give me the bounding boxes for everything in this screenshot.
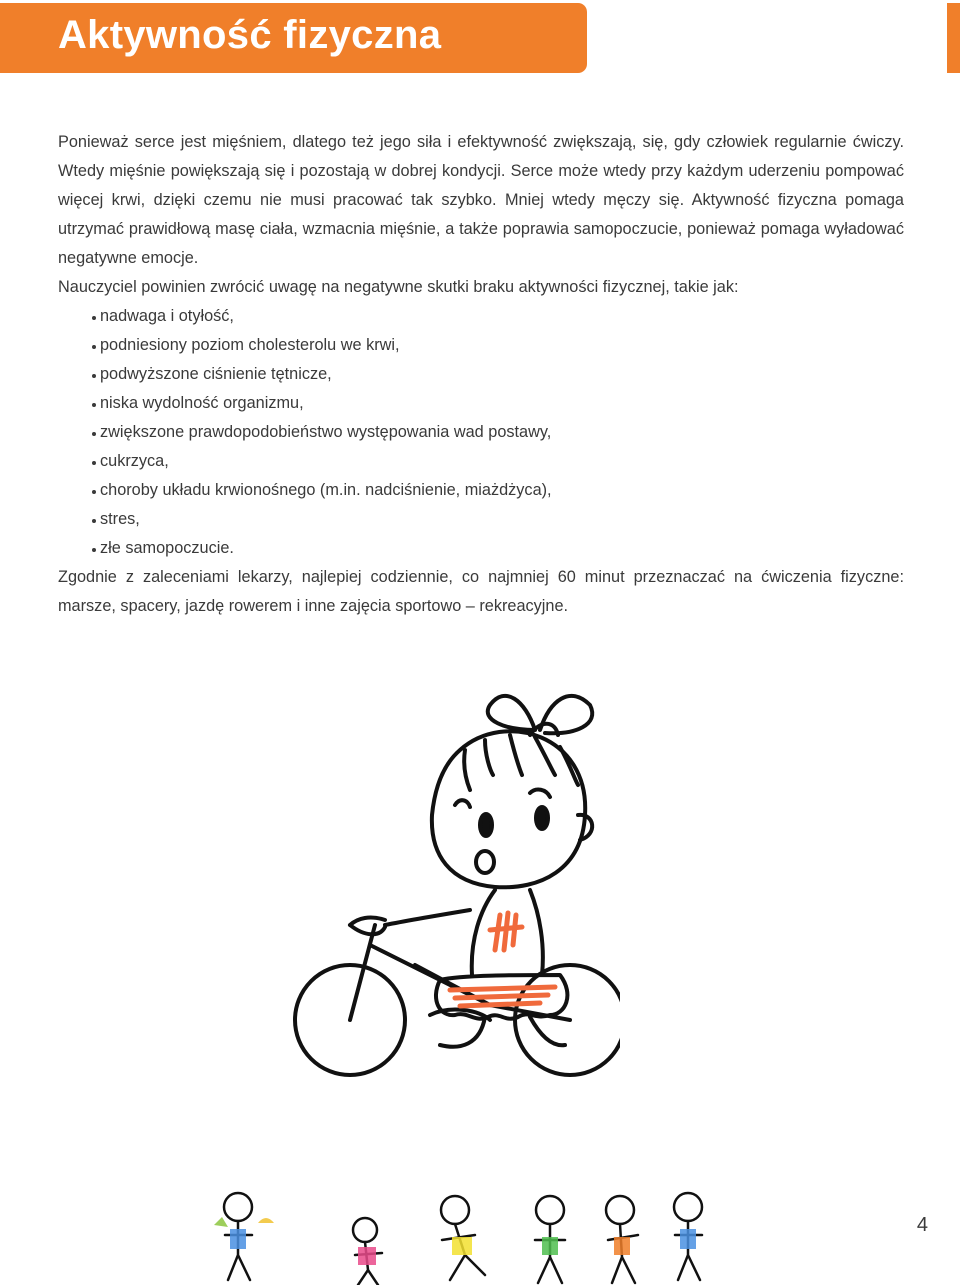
paragraph-recommendation: Zgodnie z zaleceniami lekarzy, najlepiej codziennie, co najmniej 60 minut przeznaczać na ćwiczenia fizyczne: marsze, spacery, jazdę rowerem i inne zajęcia sportowo – rekreacyjne. [58, 568, 904, 615]
list-item: zwiększone prawdopodobieństwo występowania wad postawy, [100, 418, 904, 447]
main-content [58, 128, 904, 621]
list-item: złe samopoczucie. [100, 534, 904, 563]
list-item: podwyższone ciśnienie tętnicze, [100, 360, 904, 389]
children-figures-illustration [210, 1185, 730, 1285]
side-tab [947, 3, 960, 73]
girl-on-bicycle-illustration [290, 675, 620, 1095]
list-item: stres, [100, 505, 904, 534]
title-banner [0, 3, 587, 73]
list-item: cukrzyca, [100, 447, 904, 476]
list-item: nadwaga i otyłość, [100, 302, 904, 331]
list-item: choroby układu krwionośnego (m.in. nadciśnienie, miażdżyca), [100, 476, 904, 505]
list-item: niska wydolność organizmu, [100, 389, 904, 418]
paragraph-heart: Ponieważ serce jest mięśniem, dlatego też jego siła i efektywność zwiększają, się, gdy człowiek regularnie ćwiczy. Wtedy mięśnie powiększają się i pozostają w dobrej kondycji. Serce może wtedy przy każdym uderzeniu pompować więcej krwi, dzięki czemu nie musi pracować tak szybko. Mniej wtedy męczy się. Aktywność fizyczna pomaga utrzymać prawidłową masę ciała, wzmacnia mięśnie, a także poprawia samopoczucie, ponieważ pomaga wyładować negatywne emocje. [58, 133, 904, 267]
list-item: podniesiony poziom cholesterolu we krwi, [100, 331, 904, 360]
paragraph-teacher: Nauczyciel powinien zwrócić uwagę na negatywne skutki braku aktywności fizycznej, takie jak: [58, 278, 739, 296]
page-number: 4 [916, 1214, 928, 1236]
effects-list [58, 302, 904, 563]
page-title: Aktywność fizyczna [58, 13, 442, 57]
